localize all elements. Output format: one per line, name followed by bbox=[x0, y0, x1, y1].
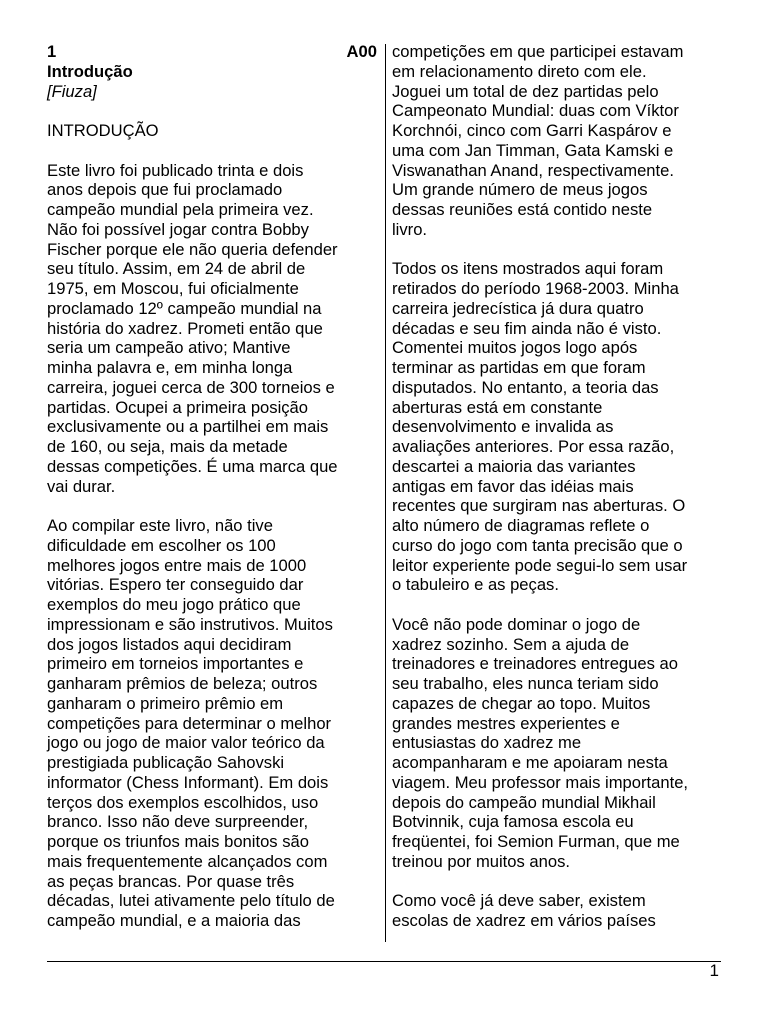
text-line: retirados do período 1968-2003. Minha bbox=[392, 279, 679, 298]
text-line: proclamado 12º campeão mundial na bbox=[47, 298, 322, 318]
text-line: competições para determinar o melhor bbox=[47, 713, 332, 733]
text-line: depois do campeão mundial Mikhail bbox=[392, 792, 656, 812]
right-column bbox=[392, 42, 722, 931]
section-heading: INTRODUÇÃO bbox=[47, 121, 159, 140]
text-line: uma com Jan Timman, Gata Kamski e bbox=[392, 140, 674, 160]
text-line: campeão mundial, e a maioria das bbox=[47, 911, 301, 930]
text-line: Este livro foi publicado trinta e dois bbox=[47, 160, 304, 180]
chapter-title: Introdução bbox=[47, 61, 133, 81]
text-line: carreira, joguei cerca de 300 torneios e bbox=[47, 377, 335, 397]
text-line: disputados. No entanto, a teoria das bbox=[392, 377, 659, 397]
text-line: minha palavra e, em minha longa bbox=[47, 358, 293, 377]
text-line: exclusivamente ou a partilhei em mais bbox=[47, 417, 329, 437]
text-line: Fischer porque ele não queria defender bbox=[47, 239, 338, 259]
text-line: antigas em favor das idéias mais bbox=[392, 476, 634, 496]
text-line: décadas, lutei ativamente pelo título de bbox=[47, 891, 335, 911]
text-line: avaliações anteriores. Por essa razão, bbox=[392, 437, 675, 456]
text-line: branco. Isso não deve surpreender, bbox=[47, 812, 309, 832]
column-divider bbox=[385, 44, 386, 942]
text-line: dos jogos listados aqui decidiram bbox=[47, 634, 292, 654]
text-line: prestigiada publicação Sahovski bbox=[47, 753, 285, 772]
text-line: em relacionamento direto com ele. bbox=[392, 61, 647, 81]
text-line: Campeonato Mundial: duas com Víktor bbox=[392, 101, 679, 121]
text-line: viagem. Meu professor mais importante, bbox=[392, 772, 689, 792]
text-line: porque os triunfos mais bonitos são bbox=[47, 832, 309, 851]
text-line: exemplos do meu jogo prático que bbox=[47, 595, 301, 614]
text-line: Um grande número de meus jogos bbox=[392, 180, 648, 200]
text-line: freqüentei, foi Semion Furman, que me bbox=[392, 832, 680, 851]
text-line: grandes mestres experientes e bbox=[392, 713, 620, 733]
text-line: ganharam o primeiro prêmio em bbox=[47, 693, 284, 713]
left-paragraph-2 bbox=[47, 516, 377, 931]
text-line: aberturas está em constante bbox=[392, 397, 603, 417]
right-paragraph-4 bbox=[392, 891, 722, 931]
text-line: treinou por muitos anos. bbox=[392, 851, 571, 871]
text-line: o tabuleiro e as peças. bbox=[392, 575, 559, 595]
text-line: Botvinnik, cuja famosa escola eu bbox=[392, 812, 634, 832]
right-paragraph-1 bbox=[392, 42, 722, 240]
text-line: carreira jedrecística já dura quatro bbox=[392, 298, 644, 318]
text-line: alto número de diagramas reflete o bbox=[392, 516, 650, 535]
text-line: 1975, em Moscou, fui oficialmente bbox=[47, 279, 299, 298]
text-line: Como você já deve saber, existem bbox=[392, 891, 646, 911]
text-line: vitórias. Espero ter conseguido dar bbox=[47, 575, 304, 595]
left-paragraph-1 bbox=[47, 161, 377, 497]
text-line: competições em que participei estavam bbox=[392, 42, 684, 61]
right-paragraph-2 bbox=[392, 259, 722, 595]
text-line: primeiro em torneios importantes e bbox=[47, 654, 304, 674]
text-line: desenvolvimento e invalida as bbox=[392, 417, 614, 437]
text-line: xadrez sozinho. Sem a ajuda de bbox=[392, 634, 630, 654]
text-line: seu trabalho, eles nunca teriam sido bbox=[392, 674, 659, 693]
chapter-header-row bbox=[47, 42, 377, 62]
text-line: de 160, ou seja, mais da metade bbox=[47, 437, 288, 456]
text-line: Ao compilar este livro, não tive bbox=[47, 516, 273, 535]
text-line: partidas. Ocupei a primeira posição bbox=[47, 397, 309, 417]
text-line: impressionam e são instrutivos. Muitos bbox=[47, 614, 333, 634]
right-paragraph-3 bbox=[392, 615, 722, 872]
text-line: curso do jogo com tanta precisão que o bbox=[392, 535, 683, 555]
text-line: terminar as partidas em que foram bbox=[392, 358, 646, 377]
text-line: dessas competições. É uma marca que bbox=[47, 456, 338, 476]
text-line: dificuldade em escolher os 100 bbox=[47, 535, 276, 555]
text-line: descartei a maioria das variantes bbox=[392, 456, 636, 476]
opening-code: A00 bbox=[346, 42, 377, 61]
text-line: anos depois que fui proclamado bbox=[47, 180, 283, 200]
text-line: recentes que surgiram nas aberturas. O bbox=[392, 496, 686, 516]
text-line: informator (Chess Informant). Em dois bbox=[47, 772, 329, 792]
text-line: melhores jogos entre mais de 1000 bbox=[47, 555, 307, 575]
page-number: 1 bbox=[709, 961, 719, 980]
text-line: capazes de chegar ao topo. Muitos bbox=[392, 693, 651, 713]
chapter-number: 1 bbox=[47, 42, 57, 61]
text-line: campeão mundial pela primeira vez. bbox=[47, 200, 314, 219]
text-line: história do xadrez. Prometi então que bbox=[47, 318, 323, 338]
translator-credit: [Fiuza] bbox=[47, 81, 97, 101]
text-line: dessas reuniões está contido neste bbox=[392, 200, 653, 219]
text-line: seria um campeão ativo; Mantive bbox=[47, 338, 291, 358]
text-line: livro. bbox=[392, 219, 428, 239]
text-line: vai durar. bbox=[47, 476, 116, 496]
text-line: treinadores e treinadores entregues ao bbox=[392, 654, 678, 674]
text-line: ganharam prêmios de beleza; outros bbox=[47, 674, 318, 693]
left-column bbox=[47, 42, 377, 931]
text-line: Não foi possível jogar contra Bobby bbox=[47, 219, 309, 239]
text-line: Você não pode dominar o jogo de bbox=[392, 614, 641, 634]
text-line: Comentei muitos jogos logo após bbox=[392, 338, 638, 358]
text-line: mais frequentemente alcançados com bbox=[47, 851, 328, 871]
text-line: leitor experiente pode segui-lo sem usar bbox=[392, 555, 688, 575]
text-line: Korchnói, cinco com Garri Kaspárov e bbox=[392, 121, 672, 140]
text-line: entusiastas do xadrez me bbox=[392, 733, 582, 753]
text-line: seu título. Assim, em 24 de abril de bbox=[47, 259, 306, 279]
text-line: terços dos exemplos escolhidos, uso bbox=[47, 792, 319, 812]
text-line: décadas e seu fim ainda não é visto. bbox=[392, 318, 662, 338]
text-line: Todos os itens mostrados aqui foram bbox=[392, 259, 664, 279]
text-line: Viswanathan Anand, respectivamente. bbox=[392, 160, 674, 180]
text-line: escolas de xadrez em vários países bbox=[392, 911, 656, 930]
text-line: acompanharam e me apoiaram nesta bbox=[392, 753, 668, 772]
text-line: jogo ou jogo de maior valor teórico da bbox=[47, 733, 325, 753]
text-line: as peças brancas. Por quase três bbox=[47, 871, 295, 891]
footer-rule bbox=[47, 961, 721, 962]
text-line: Joguei um total de dez partidas pelo bbox=[392, 81, 659, 101]
